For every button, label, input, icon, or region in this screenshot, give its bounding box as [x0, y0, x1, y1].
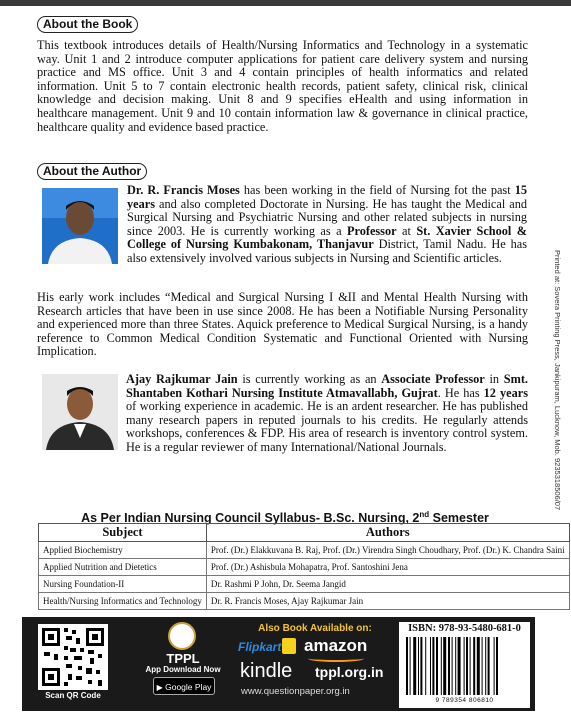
authors-header: Authors: [206, 524, 569, 542]
table-row: [39, 593, 570, 610]
barcode-bar: [464, 637, 465, 695]
about-book-heading: About the Book: [37, 16, 138, 33]
table-row: [39, 542, 570, 559]
app-download-label: App Download Now: [145, 665, 221, 674]
barcode-bar: [448, 637, 450, 695]
subject-cell: Nursing Foundation-II: [39, 576, 207, 593]
barcode-bar: [420, 637, 422, 695]
flipkart-logo[interactable]: Flipkart: [238, 640, 282, 654]
authors-cell: Prof. (Dr.) Ashisbula Mohapatra, Prof. Santoshini Jena: [206, 559, 569, 576]
qr-code[interactable]: [38, 624, 108, 690]
author1-bio-bottom: His early work includes “Medical and Surgical Nursing I &II and Mental Health Nursing with Research articles that have been in use since 2008. He has been a Notifiable Nursing Personality and experienced more than three States. Aquick preference to Medical Surgical Nursing, is a handy reference to Common Medical Condition Systematic and Functional Oriented with Nursing Implication.: [37, 290, 528, 359]
author2-photo: [42, 374, 118, 450]
about-book-text: This textbook introduces details of Health/Nursing Informatics and Technology in a systematic way. Unit 1 and 2 introduce computer applications for patient care delivery system and nursing practice and MS office. Unit 3 and 4 contain principles of health informatics and related information. Unit 5 to 7 contain electronic health records, patient safety, clinical risk, clinical knowledge and decision making. Unit 8 and 9 specifies eHealth and using information in healthcare management. Unit 9 and 10 contain information law & governance in clinical practice, healthcare quality and evidence based practice.: [37, 38, 528, 134]
tppl-logo-icon: [168, 622, 196, 650]
barcode-bar: [455, 637, 456, 695]
printer-info: Printed at: Sovera Printing Press, Jankipuram, Lucknow, Mob. 9235318506/07: [553, 250, 562, 511]
author2-bio: Ajay Rajkumar Jain is currently working as an Associate Professor in Smt. Shantaben Kothari Nursing Institute Atmavallabh, Gujrat. He has 12 years of working experience in academic. He is an ardent researcher. He has published many research papers in reputed journals to his credits. He regularly attends workshops, conferences & FDP. His area of research is inventory control system. He is a regular reviewer of many International/National Journals.: [126, 372, 529, 454]
publisher-name: TPPL: [166, 651, 200, 666]
author1-photo: [42, 188, 118, 264]
available-on-label: Also Book Available on:: [258, 623, 372, 634]
barcode-bar: [418, 637, 419, 695]
authors-cell: Dr. R. Francis Moses, Ajay Rajkumar Jain: [206, 593, 569, 610]
barcode-bar: [413, 637, 416, 695]
table-header-row: [39, 524, 570, 542]
barcode-bar: [452, 637, 453, 695]
barcode: [404, 637, 525, 697]
barcode-bar: [406, 637, 408, 695]
barcode-bar: [485, 637, 486, 695]
barcode-bar: [432, 637, 434, 695]
barcode-bar: [425, 637, 426, 695]
barcode-bar: [470, 637, 471, 695]
barcode-bar: [482, 637, 483, 695]
barcode-bar: [488, 637, 490, 695]
barcode-bar: [458, 637, 461, 695]
amazon-logo[interactable]: amazon: [304, 636, 368, 655]
subject-cell: Applied Nutrition and Dietetics: [39, 559, 207, 576]
barcode-bar: [496, 637, 498, 695]
barcode-bar: [494, 637, 495, 695]
barcode-bar: [466, 637, 468, 695]
barcode-bar: [410, 637, 411, 695]
about-author-heading: About the Author: [37, 163, 147, 180]
flipkart-bag-icon: [282, 638, 296, 654]
subject-cell: Applied Biochemistry: [39, 542, 207, 559]
syllabus-title: As Per Indian Nursing Council Syllabus- B.Sc. Nursing, 2nd Semester: [81, 510, 489, 526]
scan-qr-label: Scan QR Code: [45, 691, 101, 700]
isbn-text: ISBN: 978-93-5480-681-0: [408, 623, 521, 634]
barcode-bar: [430, 637, 431, 695]
authors-cell: Dr. Rashmi P John, Dr. Seema Jangid: [206, 576, 569, 593]
syllabus-table: [38, 523, 570, 610]
subject-cell: Health/Nursing Informatics and Technology: [39, 593, 207, 610]
subject-header: Subject: [39, 524, 207, 542]
table-row: [39, 576, 570, 593]
tppl-website[interactable]: tppl.org.in: [315, 664, 384, 680]
barcode-bar: [441, 637, 442, 695]
google-play-badge[interactable]: ▶ Google Play: [153, 677, 215, 695]
barcode-bar: [436, 637, 438, 695]
amazon-smile-icon: [308, 655, 364, 662]
barcode-bar: [443, 637, 446, 695]
kindle-logo[interactable]: kindle: [240, 660, 293, 682]
barcode-bar: [477, 637, 480, 695]
top-edge-bar: [0, 0, 571, 6]
google-play-icon: ▶: [156, 683, 163, 692]
questionpaper-website[interactable]: www.questionpaper.org.in: [241, 686, 350, 697]
barcode-digits: 9 789354 806810: [435, 697, 494, 704]
author1-bio-top: Dr. R. Francis Moses has been working in the field of Nursing fot the past 15 years and also completed Doctorate in Nursing. He has taught the Medical and Surgical Nursing and Psychiatric Nursing and other related subjects in nursing since 2003. He is currently working as a Professor at St. Xavier School & College of Nursing Kumbakonam, Thanjavur District, Tamil Nadu. He has also extensively involved various subjects in Nursing and Scientific articles.: [127, 183, 527, 265]
barcode-bar: [473, 637, 475, 695]
authors-cell: Prof. (Dr.) Elakkuvana B. Raj, Prof. (Dr.) Virendra Singh Choudhary, Prof. (Dr.) K. Chandra Saini: [206, 542, 569, 559]
table-row: [39, 559, 570, 576]
